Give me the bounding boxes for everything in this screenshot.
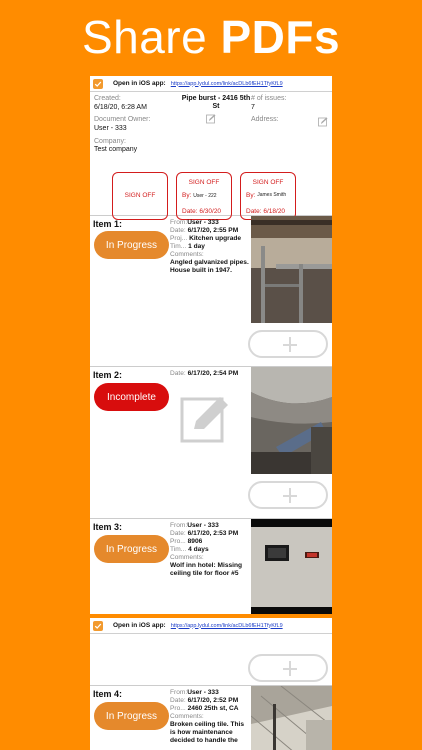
sign-off-box[interactable] (112, 172, 168, 220)
issues-value: 7 (251, 104, 255, 111)
sign-off-title: SIGN OFF (124, 192, 156, 199)
company-label: Company: (94, 138, 126, 145)
list-item (90, 686, 332, 750)
list-item (90, 216, 332, 367)
issues-label: # of issues: (251, 95, 287, 102)
address-label: Address: (251, 116, 279, 123)
created-value: 6/18/20, 6:28 AM (94, 104, 147, 111)
company-value: Test company (94, 146, 138, 153)
sign-off-by: By: User - 222 (182, 192, 217, 199)
app-link[interactable]: https://app.lydul.com/link/acDLb6fEH1TfyKfL9 (170, 80, 283, 87)
pdf-page-1[interactable] (90, 76, 332, 614)
item-title: Item 4: (93, 689, 123, 699)
item-photo[interactable] (251, 686, 332, 750)
checkmark-icon (93, 621, 103, 631)
sign-off-date: Date: 6/30/20 (182, 208, 222, 215)
status-badge[interactable]: In Progress (94, 231, 169, 259)
ios-app-banner (90, 76, 332, 92)
list-item (90, 367, 332, 519)
pdf-page-2[interactable] (90, 618, 332, 750)
banner-label: Open in iOS app: (113, 80, 166, 87)
created-label: Created: (94, 95, 121, 102)
edit-icon[interactable] (318, 117, 328, 127)
item-title: Item 3: (93, 522, 123, 532)
owner-label: Document Owner: (94, 116, 151, 123)
sign-off-date: Date: 6/18/20 (246, 208, 286, 215)
owner-value: User - 333 (94, 125, 127, 132)
sign-off-by: By: James Smith (246, 192, 287, 199)
sign-off-title: SIGN OFF (252, 179, 284, 186)
sign-off-box[interactable] (240, 172, 296, 220)
list-item (90, 519, 332, 614)
item-details: From:User - 333 Date: 6/17/20, 2:55 PM Proj... Kitchen upgrade Tim... 1 day Comments: Angled galvanized pipes. House built in 1947. (170, 219, 249, 274)
list-item (90, 634, 332, 686)
document-header (90, 92, 332, 216)
item-photo[interactable] (251, 367, 332, 474)
edit-icon[interactable] (206, 114, 216, 124)
item-title: Item 2: (93, 370, 123, 380)
status-badge[interactable]: In Progress (94, 702, 169, 730)
document-title: Pipe burst - 2416 5th St (181, 95, 251, 110)
add-photo-button[interactable] (248, 330, 328, 358)
sign-off-box[interactable] (176, 172, 232, 220)
headline (0, 10, 422, 64)
checkmark-icon (93, 79, 103, 89)
banner-label: Open in iOS app: (113, 622, 166, 629)
item-title: Item 1: (93, 219, 123, 229)
sign-off-title: SIGN OFF (188, 179, 220, 186)
item-details: From:User - 333 Date: 6/17/20, 2:52 PM Pro... 2460 25th st, CA Comments: Broken ceiling tile. This is how maintenance decided to handle the (170, 689, 245, 744)
add-photo-button[interactable] (248, 654, 328, 682)
status-badge[interactable]: Incomplete (94, 383, 169, 411)
edit-placeholder-icon[interactable] (180, 393, 232, 445)
headline-regular: Share (81, 11, 221, 63)
add-photo-button[interactable] (248, 481, 328, 509)
headline-bold: PDFs (220, 11, 341, 63)
item-details: From:User - 333 Date: 6/17/20, 2:53 PM Pro... 8906 Tim... 4 days Comments: Wolf inn hotel: Missing ceiling tile for floor #5 (170, 522, 243, 577)
item-details: Date: 6/17/20, 2:54 PM (170, 370, 239, 377)
status-badge[interactable]: In Progress (94, 535, 169, 563)
ios-app-banner (90, 618, 332, 634)
app-link[interactable]: https://app.lydul.com/link/acDLb6fEH1TfyKfL9 (170, 622, 283, 629)
item-photo[interactable] (251, 216, 332, 323)
item-photo[interactable] (251, 519, 332, 614)
